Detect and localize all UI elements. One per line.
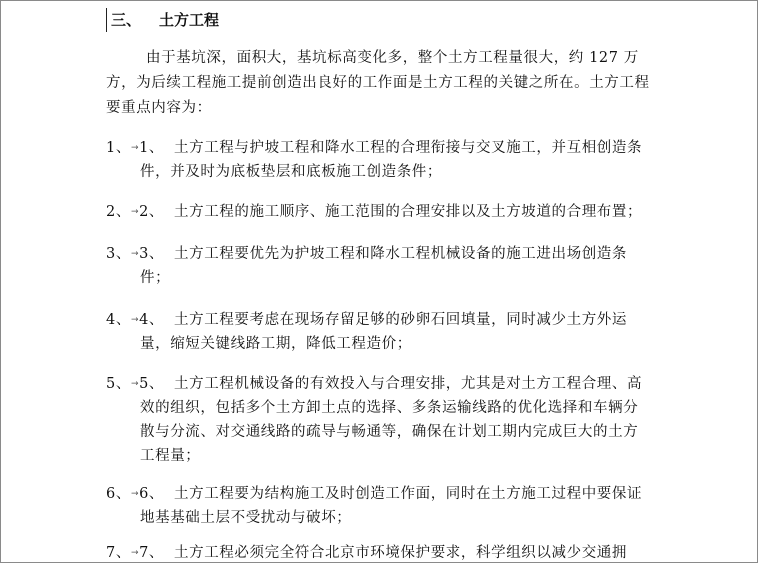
- sub-number: 3、: [139, 246, 165, 262]
- sub-number: 1、: [139, 140, 165, 156]
- list-item-text: 土方工程要考虑在现场存留足够的砂卵石回填量，同时减少土方外运量，缩短关键线路工期，降低工程造价；: [140, 312, 627, 352]
- sub-number: 5、: [139, 376, 165, 392]
- list-marker: [106, 372, 164, 396]
- section-heading: [106, 8, 219, 32]
- list-item: [106, 136, 666, 184]
- list-number: 3、: [106, 246, 131, 262]
- list-item: [106, 242, 666, 290]
- list-item-text: 土方工程的施工顺序、施工范围的合理安排以及土方坡道的合理布置；: [174, 204, 643, 220]
- list-marker: [106, 242, 164, 266]
- list-number: 1、: [106, 140, 131, 156]
- list-item: [106, 308, 666, 356]
- sub-number: 4、: [139, 312, 165, 328]
- tab-arrow-icon: →: [130, 143, 140, 153]
- section-title: 土方工程: [159, 11, 220, 29]
- intro-paragraph: 由于基坑深，面积大，基坑标高变化多，整个土方工程量很大，约 127 万方，为后续工程施工提前创造出良好的工作面是土方工程的关键之所在。土方工程要重点内容为：: [106, 50, 650, 116]
- sub-number: 7、: [139, 545, 165, 561]
- list-marker: [106, 200, 164, 224]
- tab-arrow-icon: →: [130, 249, 140, 259]
- tab-arrow-icon: →: [130, 548, 140, 558]
- list-item-text: 土方工程机械设备的有效投入与合理安排，尤其是对土方工程合理、高效的组织，包括多个土方卸土点的选择、多条运输线路的优化选择和车辆分散与分流、对交通线路的疏导与畅通等，确保在计划工期内完成巨大的土方工程量；: [140, 376, 643, 464]
- list-item: [106, 372, 666, 468]
- list-marker: [106, 541, 164, 565]
- tab-arrow-icon: →: [130, 315, 140, 325]
- list-item-text: 土方工程与护坡工程和降水工程的合理衔接与交叉施工，并互相创造条件，并及时为底板垫层和底板施工创造条件；: [140, 140, 643, 180]
- list-item-text: 土方工程要优先为护坡工程和降水工程机械设备的施工进出场创造条件；: [140, 246, 627, 286]
- list-marker: [106, 136, 164, 160]
- list-marker: [106, 308, 164, 332]
- list-number: 7、: [106, 545, 131, 561]
- tab-arrow-icon: →: [130, 207, 140, 217]
- list-item-text: 土方工程要为结构施工及时创造工作面，同时在土方施工过程中要保证地基基础土层不受扰动与破坏；: [140, 486, 643, 526]
- list-marker: [106, 482, 164, 506]
- list-number: 4、: [106, 312, 131, 328]
- section-number: 三、: [111, 11, 142, 29]
- tab-arrow-icon: →: [130, 489, 140, 499]
- list-item-text: 土方工程必须完全符合北京市环境保护要求，科学组织以减少交通拥: [174, 545, 627, 561]
- list-number: 5、: [106, 376, 131, 392]
- list-number: 6、: [106, 486, 131, 502]
- list-item: [106, 200, 666, 224]
- sub-number: 2、: [139, 204, 165, 220]
- list-item: [106, 482, 666, 530]
- list-number: 2、: [106, 204, 131, 220]
- sub-number: 6、: [139, 486, 165, 502]
- tab-arrow-icon: →: [130, 379, 140, 389]
- list-item: [106, 541, 666, 565]
